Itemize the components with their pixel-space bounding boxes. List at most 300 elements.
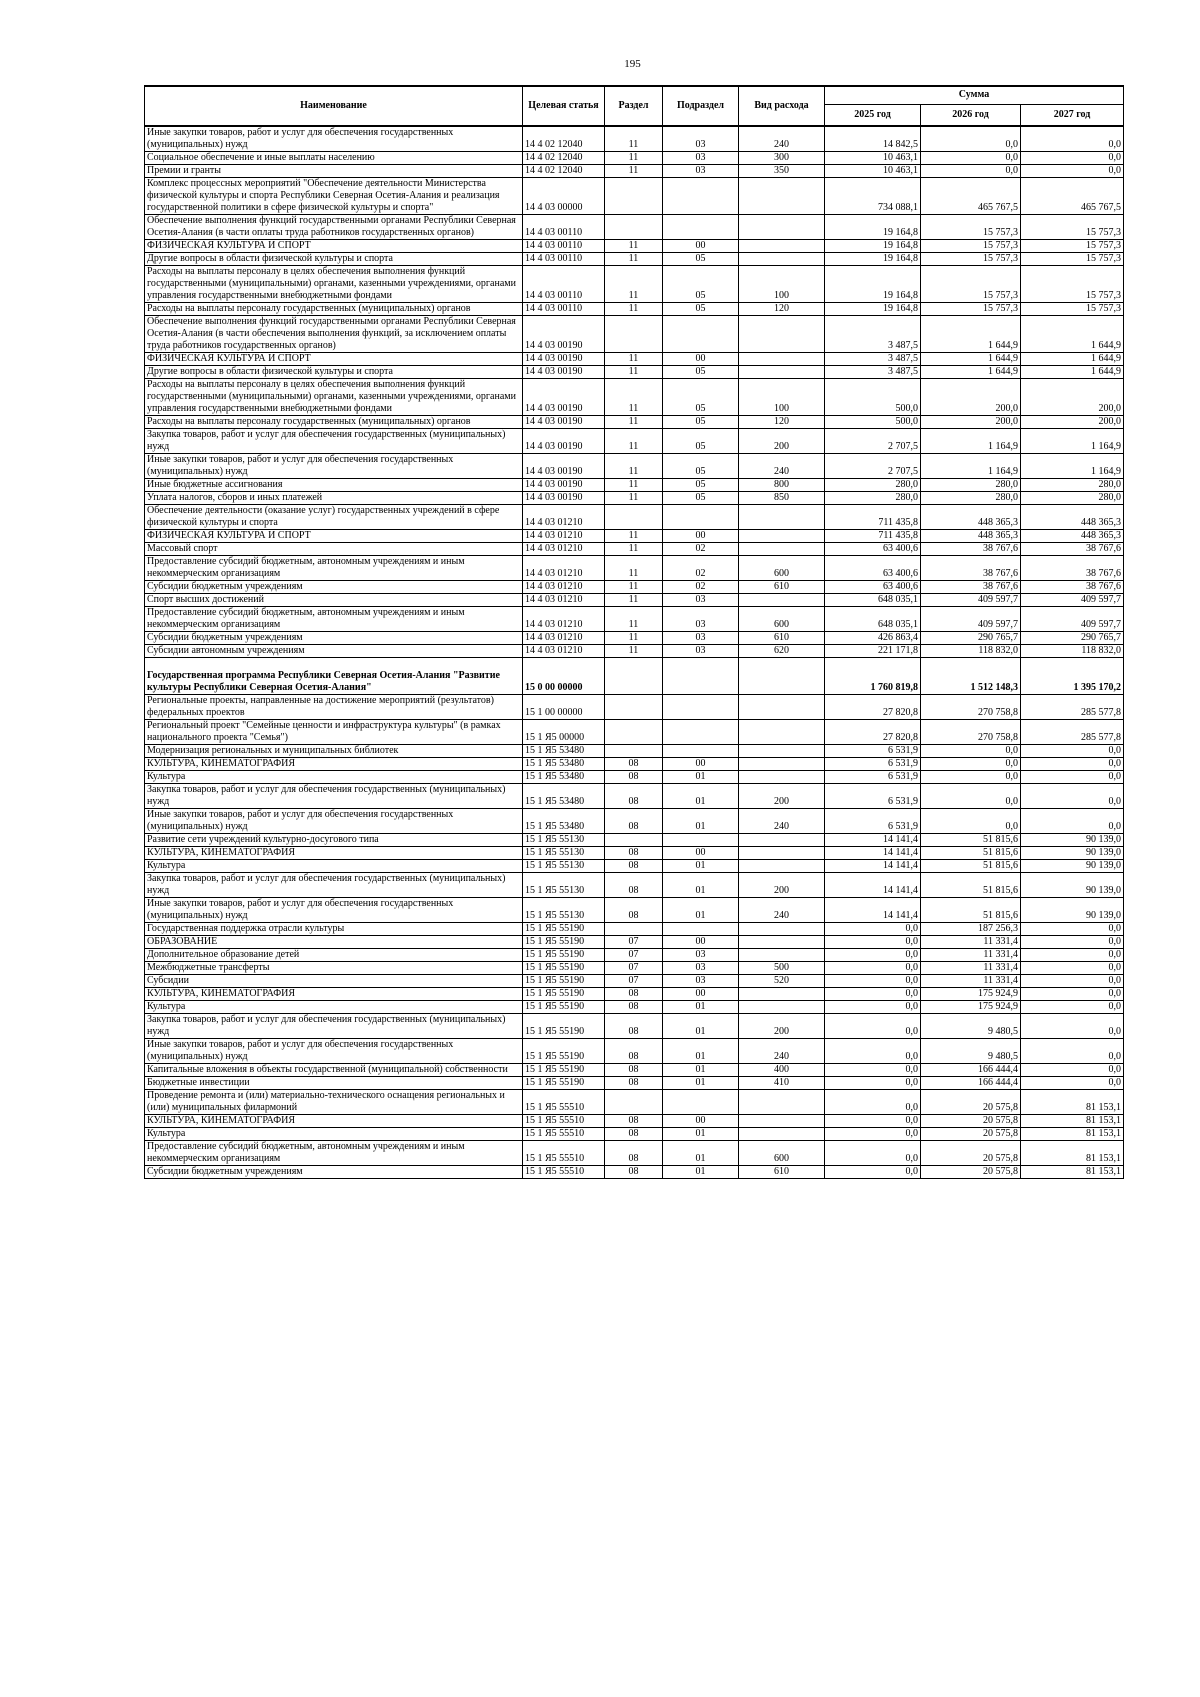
cell-expense-type: 600 — [739, 556, 825, 581]
cell-target: 15 1 Я5 55130 — [523, 873, 605, 898]
cell-2027: 0,0 — [1021, 126, 1124, 152]
cell-subsection: 01 — [663, 809, 739, 834]
cell-2027: 200,0 — [1021, 416, 1124, 429]
cell-2026: 20 575,8 — [921, 1128, 1021, 1141]
cell-subsection — [663, 658, 739, 695]
table-row — [145, 873, 1124, 898]
cell-section — [605, 505, 663, 530]
cell-section: 08 — [605, 771, 663, 784]
cell-section: 11 — [605, 530, 663, 543]
cell-2026: 0,0 — [921, 784, 1021, 809]
cell-2026: 11 331,4 — [921, 949, 1021, 962]
cell-target: 14 4 03 00190 — [523, 353, 605, 366]
cell-2026: 38 767,6 — [921, 581, 1021, 594]
cell-2026: 187 256,3 — [921, 923, 1021, 936]
cell-2025: 6 531,9 — [825, 809, 921, 834]
cell-name: Культура — [145, 771, 523, 784]
cell-name: Государственная поддержка отрасли культуры — [145, 923, 523, 936]
cell-expense-type — [739, 1115, 825, 1128]
cell-section: 08 — [605, 1064, 663, 1077]
cell-subsection: 02 — [663, 543, 739, 556]
cell-expense-type — [739, 1090, 825, 1115]
cell-section: 11 — [605, 645, 663, 658]
cell-section — [605, 658, 663, 695]
cell-2025: 27 820,8 — [825, 695, 921, 720]
cell-subsection: 05 — [663, 303, 739, 316]
cell-expense-type — [739, 178, 825, 215]
cell-section: 11 — [605, 303, 663, 316]
table-row — [145, 454, 1124, 479]
cell-section: 11 — [605, 353, 663, 366]
cell-section — [605, 745, 663, 758]
budget-table — [144, 85, 1124, 1179]
table-row — [145, 366, 1124, 379]
cell-2027: 38 767,6 — [1021, 581, 1124, 594]
cell-target: 14 4 03 00190 — [523, 429, 605, 454]
cell-target: 14 4 03 01210 — [523, 632, 605, 645]
cell-target: 15 1 Я5 53480 — [523, 771, 605, 784]
cell-2027: 118 832,0 — [1021, 645, 1124, 658]
cell-2025: 19 164,8 — [825, 240, 921, 253]
cell-section — [605, 923, 663, 936]
table-row — [145, 720, 1124, 745]
cell-2025: 14 141,4 — [825, 898, 921, 923]
cell-expense-type — [739, 745, 825, 758]
cell-section: 11 — [605, 366, 663, 379]
cell-expense-type: 610 — [739, 1166, 825, 1179]
cell-2025: 63 400,6 — [825, 556, 921, 581]
cell-subsection: 05 — [663, 379, 739, 416]
table-row — [145, 771, 1124, 784]
cell-section: 11 — [605, 543, 663, 556]
cell-2026: 175 924,9 — [921, 1001, 1021, 1014]
cell-2027: 81 153,1 — [1021, 1090, 1124, 1115]
cell-expense-type: 240 — [739, 898, 825, 923]
cell-2027: 0,0 — [1021, 758, 1124, 771]
cell-2025: 2 707,5 — [825, 429, 921, 454]
cell-name: КУЛЬТУРА, КИНЕМАТОГРАФИЯ — [145, 988, 523, 1001]
cell-expense-type: 600 — [739, 1141, 825, 1166]
cell-2026: 175 924,9 — [921, 988, 1021, 1001]
table-row — [145, 847, 1124, 860]
cell-subsection: 03 — [663, 949, 739, 962]
cell-name: Культура — [145, 1001, 523, 1014]
cell-target: 14 4 03 00190 — [523, 379, 605, 416]
cell-2025: 0,0 — [825, 1039, 921, 1064]
cell-section: 08 — [605, 860, 663, 873]
cell-2025: 0,0 — [825, 1115, 921, 1128]
cell-subsection: 01 — [663, 1128, 739, 1141]
cell-2026: 0,0 — [921, 165, 1021, 178]
header-2025: 2025 год — [825, 104, 921, 126]
cell-2026: 0,0 — [921, 126, 1021, 152]
cell-subsection: 01 — [663, 1141, 739, 1166]
cell-expense-type — [739, 923, 825, 936]
cell-section — [605, 178, 663, 215]
cell-expense-type — [739, 834, 825, 847]
table-row — [145, 988, 1124, 1001]
cell-expense-type: 800 — [739, 479, 825, 492]
cell-2027: 38 767,6 — [1021, 543, 1124, 556]
cell-expense-type: 300 — [739, 152, 825, 165]
table-row — [145, 492, 1124, 505]
cell-name: Иные закупки товаров, работ и услуг для обеспечения государственных (муниципальных) нужд — [145, 1039, 523, 1064]
cell-subsection: 01 — [663, 1014, 739, 1039]
header-name: Наименование — [145, 86, 523, 126]
cell-2025: 0,0 — [825, 1141, 921, 1166]
cell-expense-type: 850 — [739, 492, 825, 505]
cell-section — [605, 834, 663, 847]
cell-subsection — [663, 745, 739, 758]
cell-2025: 648 035,1 — [825, 607, 921, 632]
table-row — [145, 1001, 1124, 1014]
cell-subsection: 02 — [663, 556, 739, 581]
cell-expense-type: 500 — [739, 962, 825, 975]
cell-2026: 0,0 — [921, 771, 1021, 784]
cell-2026: 9 480,5 — [921, 1014, 1021, 1039]
cell-2025: 1 760 819,8 — [825, 658, 921, 695]
cell-expense-type: 620 — [739, 645, 825, 658]
table-row — [145, 758, 1124, 771]
cell-section — [605, 695, 663, 720]
cell-name: Закупка товаров, работ и услуг для обеспечения государственных (муниципальных) нужд — [145, 1014, 523, 1039]
cell-name: Предоставление субсидий бюджетным, автономным учреждениям и иным некоммерческим организациям — [145, 607, 523, 632]
table-row — [145, 695, 1124, 720]
cell-2026: 51 815,6 — [921, 873, 1021, 898]
cell-section: 08 — [605, 873, 663, 898]
cell-name: ОБРАЗОВАНИЕ — [145, 936, 523, 949]
cell-name: КУЛЬТУРА, КИНЕМАТОГРАФИЯ — [145, 758, 523, 771]
cell-expense-type — [739, 353, 825, 366]
cell-subsection — [663, 178, 739, 215]
cell-2025: 734 088,1 — [825, 178, 921, 215]
cell-2027: 200,0 — [1021, 379, 1124, 416]
table-row — [145, 923, 1124, 936]
cell-subsection — [663, 834, 739, 847]
cell-section: 08 — [605, 784, 663, 809]
table-row — [145, 1128, 1124, 1141]
table-row — [145, 632, 1124, 645]
cell-section: 11 — [605, 479, 663, 492]
cell-subsection: 00 — [663, 758, 739, 771]
cell-2025: 6 531,9 — [825, 784, 921, 809]
cell-2025: 19 164,8 — [825, 303, 921, 316]
cell-target: 15 1 Я5 55190 — [523, 923, 605, 936]
cell-name: Уплата налогов, сборов и иных платежей — [145, 492, 523, 505]
cell-2026: 448 365,3 — [921, 530, 1021, 543]
cell-expense-type — [739, 253, 825, 266]
cell-subsection: 00 — [663, 847, 739, 860]
cell-2027: 0,0 — [1021, 745, 1124, 758]
cell-2025: 711 435,8 — [825, 530, 921, 543]
cell-target: 14 4 03 01210 — [523, 594, 605, 607]
cell-target: 14 4 03 01210 — [523, 530, 605, 543]
cell-section: 11 — [605, 594, 663, 607]
cell-2026: 290 765,7 — [921, 632, 1021, 645]
cell-section: 11 — [605, 429, 663, 454]
cell-2027: 0,0 — [1021, 1064, 1124, 1077]
cell-2026: 11 331,4 — [921, 962, 1021, 975]
table-row — [145, 165, 1124, 178]
cell-section: 07 — [605, 962, 663, 975]
cell-name: Премии и гранты — [145, 165, 523, 178]
cell-expense-type: 100 — [739, 266, 825, 303]
cell-target: 14 4 03 00190 — [523, 479, 605, 492]
table-row — [145, 429, 1124, 454]
cell-section: 11 — [605, 253, 663, 266]
cell-target: 14 4 03 00110 — [523, 240, 605, 253]
cell-subsection: 00 — [663, 988, 739, 1001]
cell-2026: 270 758,8 — [921, 695, 1021, 720]
table-row — [145, 607, 1124, 632]
cell-subsection: 01 — [663, 1077, 739, 1090]
cell-2026: 200,0 — [921, 379, 1021, 416]
cell-target: 14 4 03 00000 — [523, 178, 605, 215]
cell-2027: 0,0 — [1021, 809, 1124, 834]
cell-2026: 1 644,9 — [921, 353, 1021, 366]
cell-2027: 90 139,0 — [1021, 860, 1124, 873]
cell-expense-type: 120 — [739, 303, 825, 316]
table-row — [145, 266, 1124, 303]
cell-2027: 1 395 170,2 — [1021, 658, 1124, 695]
cell-2025: 500,0 — [825, 379, 921, 416]
cell-2025: 3 487,5 — [825, 366, 921, 379]
cell-subsection: 01 — [663, 860, 739, 873]
cell-subsection: 01 — [663, 898, 739, 923]
cell-name: Обеспечение деятельности (оказание услуг) государственных учреждений в сфере физической культуры и спорта — [145, 505, 523, 530]
cell-expense-type — [739, 366, 825, 379]
header-2027: 2027 год — [1021, 104, 1124, 126]
cell-2027: 38 767,6 — [1021, 556, 1124, 581]
cell-target: 14 4 03 00190 — [523, 454, 605, 479]
cell-subsection: 02 — [663, 581, 739, 594]
cell-2025: 280,0 — [825, 492, 921, 505]
cell-2025: 10 463,1 — [825, 152, 921, 165]
table-row — [145, 505, 1124, 530]
cell-2025: 3 487,5 — [825, 353, 921, 366]
cell-name: Закупка товаров, работ и услуг для обеспечения государственных (муниципальных) нужд — [145, 784, 523, 809]
page-number: 195 — [624, 58, 641, 70]
cell-subsection: 03 — [663, 975, 739, 988]
cell-2026: 38 767,6 — [921, 556, 1021, 581]
cell-2025: 0,0 — [825, 949, 921, 962]
cell-expense-type — [739, 860, 825, 873]
cell-target: 15 1 Я5 55510 — [523, 1115, 605, 1128]
cell-section: 11 — [605, 454, 663, 479]
table-row — [145, 860, 1124, 873]
cell-name: Расходы на выплаты персоналу в целях обеспечения выполнения функций государственными (муниципальными) органами, казенными учреждениями, органами управления государственными внебюджетными фондами — [145, 379, 523, 416]
header-2026: 2026 год — [921, 104, 1021, 126]
cell-target: 14 4 03 01210 — [523, 505, 605, 530]
cell-2027: 15 757,3 — [1021, 215, 1124, 240]
cell-subsection: 03 — [663, 607, 739, 632]
cell-2027: 81 153,1 — [1021, 1166, 1124, 1179]
cell-target: 14 4 02 12040 — [523, 126, 605, 152]
cell-2027: 0,0 — [1021, 1001, 1124, 1014]
cell-subsection — [663, 720, 739, 745]
cell-name: Предоставление субсидий бюджетным, автономным учреждениям и иным некоммерческим организациям — [145, 1141, 523, 1166]
cell-2027: 0,0 — [1021, 962, 1124, 975]
cell-2026: 409 597,7 — [921, 594, 1021, 607]
cell-subsection: 05 — [663, 366, 739, 379]
cell-2026: 15 757,3 — [921, 253, 1021, 266]
cell-2027: 280,0 — [1021, 492, 1124, 505]
cell-2026: 200,0 — [921, 416, 1021, 429]
cell-section — [605, 720, 663, 745]
cell-2026: 0,0 — [921, 745, 1021, 758]
cell-section: 08 — [605, 847, 663, 860]
cell-subsection: 03 — [663, 152, 739, 165]
cell-name: Иные закупки товаров, работ и услуг для обеспечения государственных (муниципальных) нужд — [145, 126, 523, 152]
cell-target: 14 4 03 01210 — [523, 645, 605, 658]
cell-section: 11 — [605, 152, 663, 165]
cell-2026: 20 575,8 — [921, 1115, 1021, 1128]
cell-name: Межбюджетные трансферты — [145, 962, 523, 975]
cell-2027: 1 644,9 — [1021, 316, 1124, 353]
cell-expense-type — [739, 758, 825, 771]
cell-expense-type — [739, 771, 825, 784]
table-row — [145, 1115, 1124, 1128]
cell-name: Государственная программа Республики Северная Осетия-Алания "Развитие культуры Республики Северная Осетия-Алания" — [145, 658, 523, 695]
cell-target: 15 1 Я5 53480 — [523, 809, 605, 834]
cell-target: 14 4 03 00190 — [523, 492, 605, 505]
cell-subsection: 01 — [663, 771, 739, 784]
table-row — [145, 1166, 1124, 1179]
cell-target: 15 1 Я5 55510 — [523, 1166, 605, 1179]
cell-2027: 15 757,3 — [1021, 303, 1124, 316]
table-row — [145, 556, 1124, 581]
cell-section: 07 — [605, 975, 663, 988]
cell-expense-type: 410 — [739, 1077, 825, 1090]
cell-2025: 0,0 — [825, 1001, 921, 1014]
cell-subsection: 05 — [663, 416, 739, 429]
cell-subsection: 03 — [663, 594, 739, 607]
cell-2026: 15 757,3 — [921, 303, 1021, 316]
cell-target: 15 1 Я5 00000 — [523, 720, 605, 745]
cell-expense-type — [739, 530, 825, 543]
cell-2025: 27 820,8 — [825, 720, 921, 745]
cell-2025: 0,0 — [825, 988, 921, 1001]
table-row — [145, 303, 1124, 316]
cell-section: 11 — [605, 632, 663, 645]
cell-2026: 51 815,6 — [921, 834, 1021, 847]
table-row — [145, 949, 1124, 962]
cell-2025: 19 164,8 — [825, 266, 921, 303]
cell-2025: 0,0 — [825, 1128, 921, 1141]
cell-section: 07 — [605, 936, 663, 949]
cell-2025: 711 435,8 — [825, 505, 921, 530]
cell-name: Расходы на выплаты персоналу в целях обеспечения выполнения функций государственными (муниципальными) органами, казенными учреждениями, органами управления государственными внебюджетными фондами — [145, 266, 523, 303]
cell-subsection — [663, 505, 739, 530]
cell-2027: 409 597,7 — [1021, 607, 1124, 632]
cell-expense-type: 600 — [739, 607, 825, 632]
table-row — [145, 898, 1124, 923]
cell-2025: 6 531,9 — [825, 745, 921, 758]
cell-name: Закупка товаров, работ и услуг для обеспечения государственных (муниципальных) нужд — [145, 429, 523, 454]
cell-expense-type: 200 — [739, 1014, 825, 1039]
cell-name: Проведение ремонта и (или) материально-технического оснащения региональных и (или) муниципальных филармоний — [145, 1090, 523, 1115]
cell-expense-type — [739, 695, 825, 720]
cell-2027: 0,0 — [1021, 988, 1124, 1001]
cell-target: 15 0 00 00000 — [523, 658, 605, 695]
cell-name: ФИЗИЧЕСКАЯ КУЛЬТУРА И СПОРТ — [145, 240, 523, 253]
cell-expense-type: 120 — [739, 416, 825, 429]
header-section: Раздел — [605, 86, 663, 126]
cell-2026: 51 815,6 — [921, 847, 1021, 860]
cell-target: 15 1 Я5 55130 — [523, 847, 605, 860]
cell-expense-type: 240 — [739, 454, 825, 479]
cell-2026: 0,0 — [921, 758, 1021, 771]
cell-name: Развитие сети учреждений культурно-досугового типа — [145, 834, 523, 847]
cell-target: 14 4 03 00110 — [523, 303, 605, 316]
cell-2025: 14 141,4 — [825, 847, 921, 860]
table-row — [145, 479, 1124, 492]
header-subsection: Подраздел — [663, 86, 739, 126]
cell-2026: 1 644,9 — [921, 366, 1021, 379]
cell-subsection: 00 — [663, 1115, 739, 1128]
cell-2027: 1 644,9 — [1021, 366, 1124, 379]
cell-2026: 1 164,9 — [921, 429, 1021, 454]
cell-2025: 426 863,4 — [825, 632, 921, 645]
table-body — [145, 126, 1124, 1179]
cell-2027: 90 139,0 — [1021, 847, 1124, 860]
cell-2026: 38 767,6 — [921, 543, 1021, 556]
cell-subsection: 05 — [663, 454, 739, 479]
cell-subsection: 01 — [663, 1001, 739, 1014]
cell-section: 11 — [605, 416, 663, 429]
cell-subsection: 05 — [663, 253, 739, 266]
cell-2025: 0,0 — [825, 975, 921, 988]
cell-name: Дополнительное образование детей — [145, 949, 523, 962]
cell-2025: 3 487,5 — [825, 316, 921, 353]
cell-2026: 1 164,9 — [921, 454, 1021, 479]
cell-subsection: 00 — [663, 240, 739, 253]
table-row — [145, 962, 1124, 975]
cell-target: 14 4 03 00190 — [523, 366, 605, 379]
cell-name: Комплекс процессных мероприятий "Обеспечение деятельности Министерства физической культуры и спорта Республики Северная Осетия-Алания и реализация государственной политики в сфере физической культуры и спорта" — [145, 178, 523, 215]
table-row — [145, 1141, 1124, 1166]
cell-subsection: 03 — [663, 632, 739, 645]
cell-name: Региональные проекты, направленные на достижение мероприятий (результатов) федеральных проектов — [145, 695, 523, 720]
cell-subsection: 05 — [663, 266, 739, 303]
cell-name: Спорт высших достижений — [145, 594, 523, 607]
cell-section — [605, 1090, 663, 1115]
cell-target: 14 4 03 01210 — [523, 556, 605, 581]
cell-expense-type — [739, 988, 825, 1001]
cell-2027: 15 757,3 — [1021, 240, 1124, 253]
cell-target: 15 1 Я5 53480 — [523, 745, 605, 758]
cell-subsection: 01 — [663, 1039, 739, 1064]
cell-name: Субсидии бюджетным учреждениям — [145, 1166, 523, 1179]
cell-2027: 0,0 — [1021, 949, 1124, 962]
cell-expense-type: 240 — [739, 1039, 825, 1064]
cell-target: 14 4 03 00190 — [523, 416, 605, 429]
cell-expense-type — [739, 1128, 825, 1141]
cell-expense-type — [739, 658, 825, 695]
cell-target: 14 4 03 00190 — [523, 316, 605, 353]
cell-name: Модернизация региональных и муниципальных библиотек — [145, 745, 523, 758]
table-row — [145, 1077, 1124, 1090]
cell-2027: 0,0 — [1021, 1077, 1124, 1090]
cell-2025: 10 463,1 — [825, 165, 921, 178]
cell-2026: 166 444,4 — [921, 1077, 1021, 1090]
cell-2027: 0,0 — [1021, 152, 1124, 165]
cell-name: Региональный проект "Семейные ценности и инфраструктура культуры" (в рамках национального проекта "Семья") — [145, 720, 523, 745]
cell-expense-type: 240 — [739, 126, 825, 152]
cell-2025: 0,0 — [825, 1014, 921, 1039]
table-row — [145, 152, 1124, 165]
cell-2027: 0,0 — [1021, 936, 1124, 949]
